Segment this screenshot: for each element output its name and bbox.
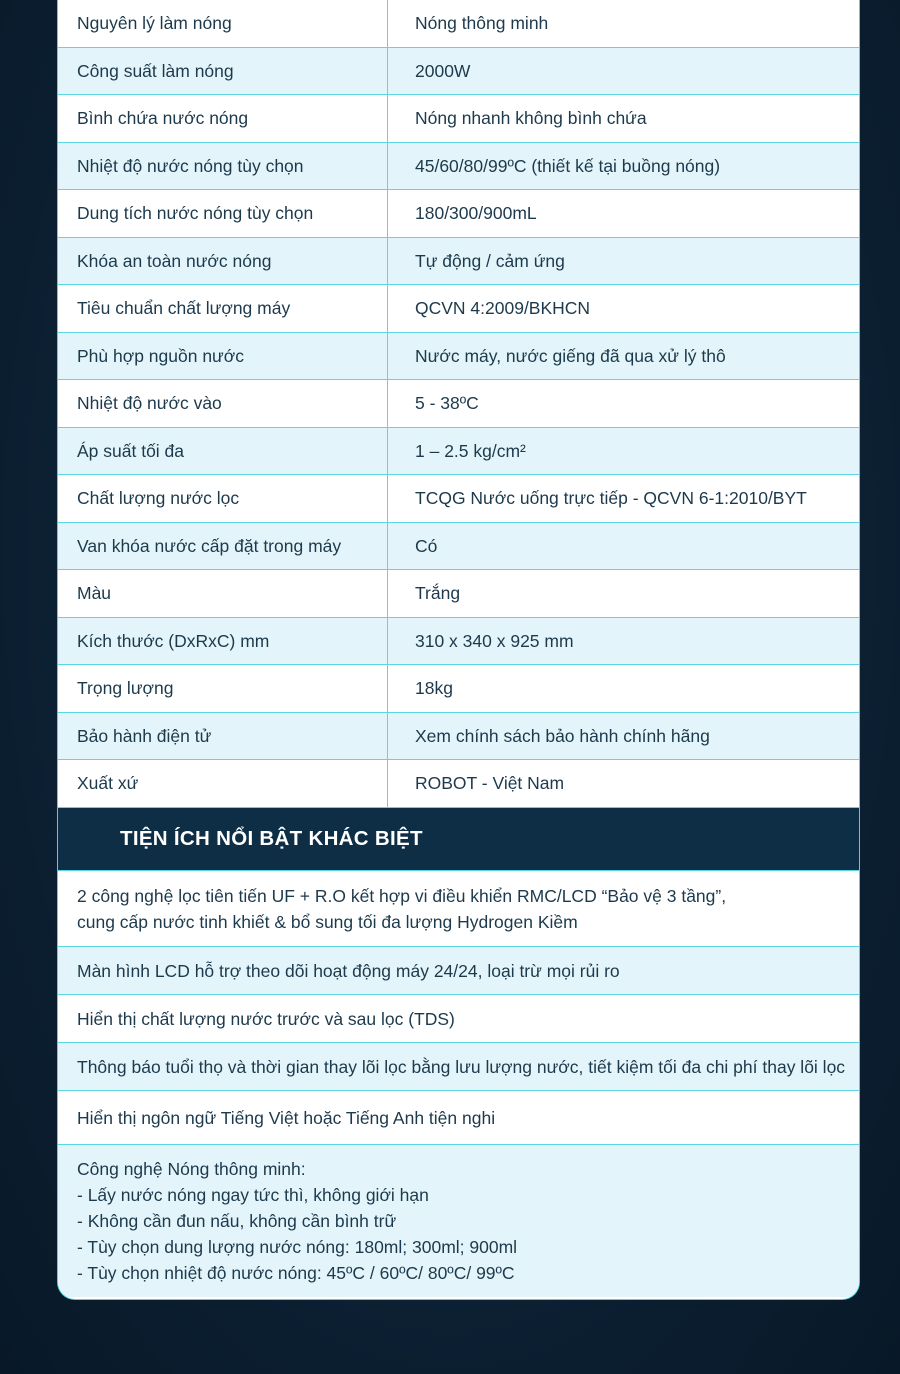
spec-value: 5 - 38ºC xyxy=(415,393,479,413)
feature-item xyxy=(58,1091,859,1145)
feature-line: Hiển thị ngôn ngữ Tiếng Việt hoặc Tiếng Anh tiện nghi xyxy=(77,1107,496,1128)
spec-row xyxy=(58,238,859,285)
spec-row xyxy=(58,713,859,760)
spec-label: Phù hợp nguồn nước xyxy=(58,333,388,379)
spec-value: Nóng thông minh xyxy=(415,13,549,33)
spec-table xyxy=(58,0,859,808)
spec-value: 18kg xyxy=(415,678,453,698)
feature-line: Hiển thị chất lượng nước trước và sau lọc (TDS) xyxy=(77,1008,455,1029)
feature-line: 2 công nghệ lọc tiên tiến UF + R.O kết hợp vi điều khiển RMC/LCD “Bảo vệ 3 tầng”, xyxy=(77,885,727,906)
features-section-title: TIỆN ÍCH NỔI BẬT KHÁC BIỆT xyxy=(58,808,859,871)
spec-row xyxy=(58,143,859,190)
spec-label: Bảo hành điện tử xyxy=(58,713,388,759)
spec-row xyxy=(58,190,859,238)
spec-label: Tiêu chuẩn chất lượng máy xyxy=(58,285,388,332)
spec-value: QCVN 4:2009/BKHCN xyxy=(415,298,591,318)
spec-row xyxy=(58,618,859,665)
spec-label: Xuất xứ xyxy=(58,760,388,807)
spec-label: Nguyên lý làm nóng xyxy=(58,0,388,47)
spec-card xyxy=(57,0,860,1300)
spec-row xyxy=(58,95,859,143)
spec-row xyxy=(58,760,859,808)
spec-value: Trắng xyxy=(415,583,461,603)
feature-line: - Lấy nước nóng ngay tức thì, không giới hạn xyxy=(77,1185,429,1205)
spec-value: ROBOT - Việt Nam xyxy=(415,773,565,793)
feature-line: - Tùy chọn dung lượng nước nóng: 180ml; 300ml; 900ml xyxy=(77,1237,518,1257)
spec-value: 45/60/80/99ºC (thiết kế tại buồng nóng) xyxy=(415,155,721,176)
spec-label: Nhiệt độ nước vào xyxy=(58,380,388,427)
spec-label: Nhiệt độ nước nóng tùy chọn xyxy=(58,143,388,189)
spec-label: Công suất làm nóng xyxy=(58,48,388,94)
feature-item xyxy=(58,1043,859,1091)
spec-row xyxy=(58,285,859,333)
spec-row xyxy=(58,475,859,523)
spec-value: 180/300/900mL xyxy=(415,203,537,223)
spec-value: Có xyxy=(415,535,438,556)
spec-row xyxy=(58,0,859,48)
feature-item xyxy=(58,1145,859,1297)
spec-row xyxy=(58,570,859,618)
spec-value: 1 – 2.5 kg/cm² xyxy=(415,440,526,461)
spec-value: TCQG Nước uống trực tiếp - QCVN 6-1:2010/BYT xyxy=(415,488,807,508)
spec-row xyxy=(58,665,859,713)
feature-item xyxy=(58,947,859,995)
spec-label: Kích thước (DxRxC) mm xyxy=(58,618,388,664)
spec-label: Áp suất tối đa xyxy=(58,428,388,474)
feature-line: - Tùy chọn nhiệt độ nước nóng: 45ºC / 60ºC/ 80ºC/ 99ºC xyxy=(77,1263,515,1283)
feature-line: Màn hình LCD hỗ trợ theo dõi hoạt động máy 24/24, loại trừ mọi rủi ro xyxy=(77,960,620,981)
spec-value: Tự động / cảm ứng xyxy=(415,250,565,271)
spec-label: Trọng lượng xyxy=(58,665,388,712)
spec-label: Dung tích nước nóng tùy chọn xyxy=(58,190,388,237)
spec-label: Chất lượng nước lọc xyxy=(58,475,388,522)
feature-line: Công nghệ Nóng thông minh: xyxy=(77,1159,306,1179)
spec-label: Bình chứa nước nóng xyxy=(58,95,388,142)
spec-value: Xem chính sách bảo hành chính hãng xyxy=(415,725,710,746)
spec-row xyxy=(58,523,859,570)
spec-row xyxy=(58,48,859,95)
features-list xyxy=(58,871,859,1297)
spec-row xyxy=(58,380,859,428)
spec-row xyxy=(58,428,859,475)
feature-line: Thông báo tuổi thọ và thời gian thay lõi lọc bằng lưu lượng nước, tiết kiệm tối đa chi phí thay lõi lọc xyxy=(77,1056,846,1077)
spec-value: 2000W xyxy=(415,60,471,81)
spec-value: Nóng nhanh không bình chứa xyxy=(415,108,647,128)
feature-line: - Không cần đun nấu, không cần bình trữ xyxy=(77,1211,397,1231)
feature-line: cung cấp nước tinh khiết & bổ sung tối đa lượng Hydrogen Kiềm xyxy=(77,911,578,932)
spec-value: Nước máy, nước giếng đã qua xử lý thô xyxy=(415,345,726,366)
spec-row xyxy=(58,333,859,380)
feature-item xyxy=(58,871,859,947)
spec-label: Van khóa nước cấp đặt trong máy xyxy=(58,523,388,569)
spec-label: Khóa an toàn nước nóng xyxy=(58,238,388,284)
spec-label: Màu xyxy=(58,570,388,617)
feature-item xyxy=(58,995,859,1043)
spec-value: 310 x 340 x 925 mm xyxy=(415,630,574,651)
